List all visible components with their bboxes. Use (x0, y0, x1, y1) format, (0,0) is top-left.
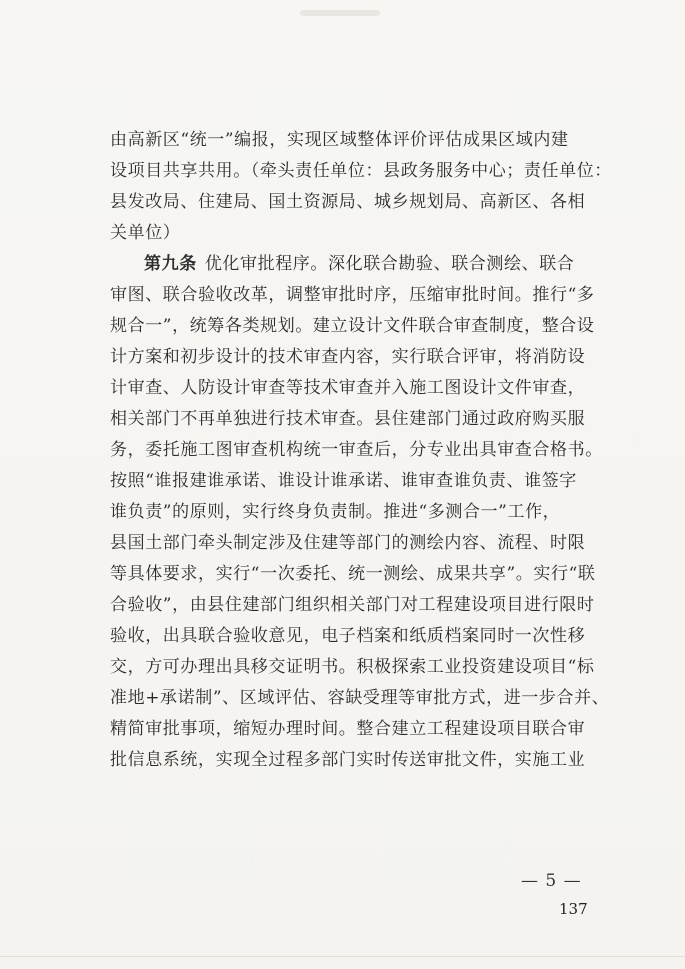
archive-number: 137 (559, 900, 588, 918)
text-line: 设项目共享共用。（牵头责任单位：县政务服务中心；责任单位： (110, 161, 612, 181)
text-line: 县国土部门牵头制定涉及住建等部门的测绘内容、流程、时限 (110, 533, 586, 553)
text-line: 务，委托施工图审查机构统一审查后，分专业出具审查合格书。 (110, 440, 603, 460)
text-line: 计方案和初步设计的技术审查内容，实行联合评审，将消防设 (110, 347, 586, 367)
text-line: 等具体要求，实行“一次委托、统一测绘、成果共享”。实行“联 (110, 564, 596, 584)
article-label: 第九条 (144, 254, 197, 274)
text-line: 审图、联合验收改革，调整审批时序，压缩审批时间。推行“多 (110, 285, 595, 305)
text-line: 由高新区“统一”编报，实现区域整体评价评估成果区域内建 (110, 130, 569, 150)
text-line: 计审查、人防设计审查等技术审查并入施工图设计文件审查， (110, 378, 586, 398)
text-line: 关单位） (110, 223, 181, 243)
top-binding-mark (300, 10, 380, 16)
text-line: 精简审批事项，缩短办理时间。整合建立工程建设项目联合审 (110, 719, 586, 739)
text-line: 准地+承诺制”、区域评估、容缺受理等审批方式，进一步合并、 (110, 688, 610, 708)
article-heading-line (110, 249, 585, 280)
text-line: 按照“谁报建谁承诺、谁设计谁承诺、谁审查谁负责、谁签字 (110, 471, 577, 491)
page-bottom-edge (0, 956, 685, 957)
article-first-line: 优化审批程序。深化联合勘验、联合测绘、联合 (204, 254, 575, 274)
document-body (110, 125, 612, 776)
text-line: 合验收”，由县住建部门组织相关部门对工程建设项目进行限时 (110, 595, 595, 615)
page-number: — 5 — (521, 871, 582, 891)
text-line: 相关部门不再单独进行技术审查。县住建部门通过政府购买服 (110, 409, 586, 429)
text-line: 验收，出具联合验收意见，电子档案和纸质档案同时一次性移 (110, 626, 586, 646)
text-line: 谁负责”的原则，实行终身负责制。推进“多测合一”工作， (110, 502, 561, 522)
text-line: 县发改局、住建局、国土资源局、城乡规划局、高新区、各相 (110, 192, 586, 212)
text-line: 规合一”，统筹各类规划。建立设计文件联合审查制度，整合设 (110, 316, 595, 336)
text-line: 批信息系统，实现全过程多部门实时传送审批文件，实施工业 (110, 750, 586, 770)
text-line: 交，方可办理出具移交证明书。积极探索工业投资建设项目“标 (110, 657, 595, 677)
